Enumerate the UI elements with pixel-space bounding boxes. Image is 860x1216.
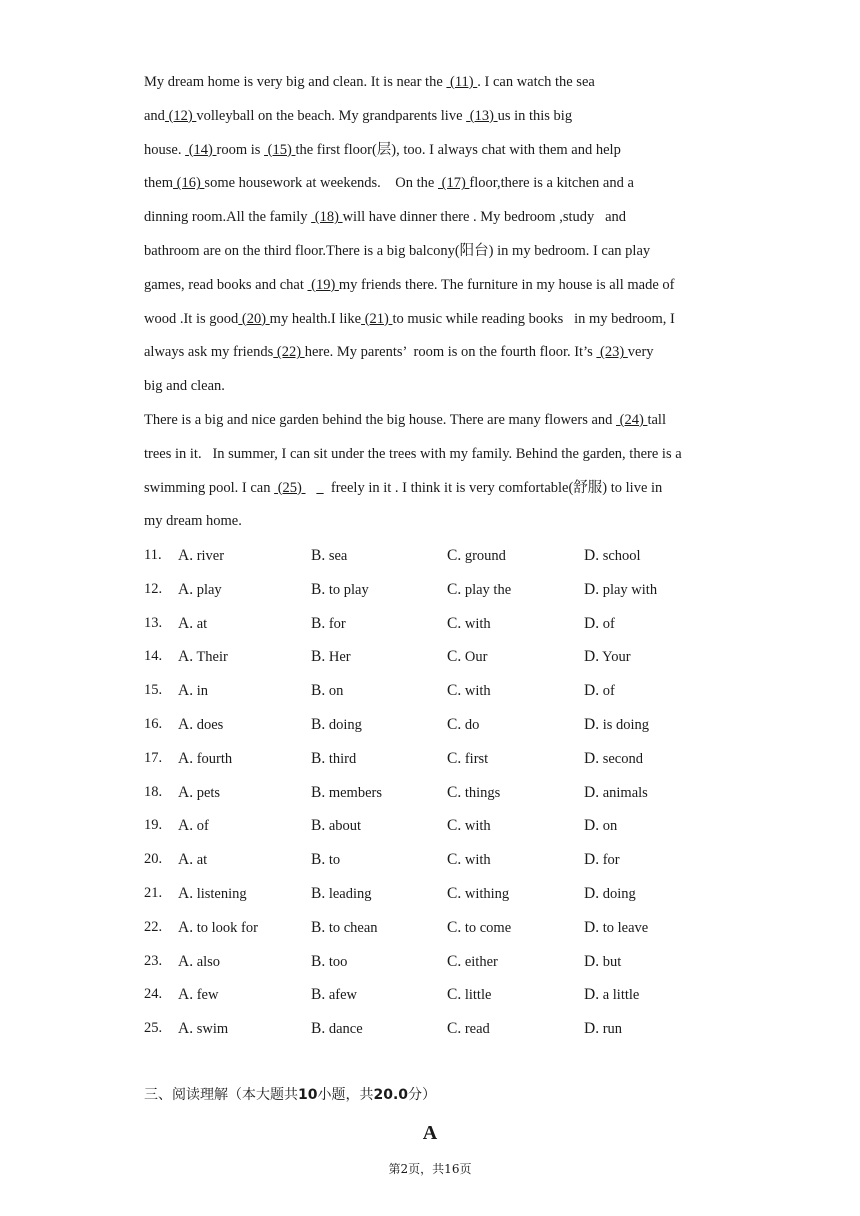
option-text: doing (602, 885, 636, 902)
option-text: pets (196, 784, 221, 801)
answer-option[interactable] (311, 776, 382, 811)
option-text: to leave (602, 919, 649, 936)
answer-option[interactable] (311, 640, 351, 675)
option-letter: A. (178, 547, 194, 564)
option-letter: C. (447, 851, 462, 869)
option-letter: C. (447, 682, 462, 700)
option-letter: B. (311, 682, 326, 700)
option-text: doing (328, 716, 362, 733)
answer-option[interactable] (311, 911, 378, 946)
option-text: run (602, 1021, 623, 1038)
option-text: a little (602, 987, 640, 1004)
answer-option[interactable] (447, 776, 500, 811)
answer-option[interactable] (311, 708, 362, 743)
answer-option[interactable] (447, 1012, 490, 1047)
option-letter: D. (584, 614, 600, 632)
question-row (144, 1012, 744, 1046)
question-row (144, 911, 744, 945)
passage-line (144, 201, 724, 235)
answer-option[interactable] (584, 708, 649, 743)
passage-text: bathroom are on the third floor.There is a big balcony(阳台) in my bedroom. I can play (144, 242, 651, 259)
blank (316, 480, 323, 496)
option-letter: B. (311, 715, 326, 733)
option-letter: B. (311, 817, 326, 835)
answer-option[interactable] (178, 978, 218, 1013)
passage-text: us in this big (497, 107, 573, 124)
cloze-passage (144, 66, 724, 539)
option-text: Your (602, 649, 631, 666)
option-text: leading (328, 885, 372, 902)
passage-text: my dream home. (144, 513, 242, 530)
answer-option[interactable] (311, 978, 357, 1013)
option-text: with (464, 852, 491, 869)
passage-text: and (144, 107, 165, 124)
option-letter: B. (311, 884, 326, 902)
option-letter: D. (584, 648, 600, 666)
answer-option[interactable] (178, 776, 220, 811)
passage-text: some housework at weekends. On the (204, 175, 438, 192)
option-text: of (602, 615, 615, 632)
part-letter: A (422, 1122, 438, 1144)
option-letter: B. (311, 952, 326, 970)
option-text: ground (464, 548, 506, 564)
option-text: on (328, 683, 344, 700)
passage-text: big and clean. (144, 378, 225, 395)
answer-option[interactable] (311, 843, 340, 878)
question-number: 14. (144, 648, 163, 665)
option-text: about (328, 818, 362, 835)
option-letter: A. (178, 986, 194, 1004)
answer-option[interactable] (178, 945, 220, 980)
option-text: swim (196, 1021, 229, 1038)
passage-line (144, 438, 724, 472)
option-letter: B. (311, 918, 326, 936)
blank: (25) (274, 479, 306, 496)
passage-text: dinning room.All the family (144, 209, 312, 226)
blank: (14) (185, 141, 217, 158)
passage-line (144, 336, 724, 370)
option-letter: B. (311, 547, 326, 564)
answer-option[interactable] (584, 539, 641, 574)
option-text: with (464, 818, 491, 835)
option-letter: C. (447, 715, 462, 733)
question-number: 15. (144, 682, 163, 699)
option-letter: D. (584, 986, 600, 1004)
option-text: third (328, 750, 357, 767)
option-text: at (196, 615, 208, 632)
section-suffix: 分） (408, 1087, 437, 1103)
option-letter: D. (584, 580, 600, 598)
answer-option[interactable] (447, 607, 491, 642)
question-number: 24. (144, 986, 163, 1003)
answer-option[interactable] (178, 607, 207, 642)
option-text: of (196, 818, 209, 835)
answer-option[interactable] (584, 607, 615, 642)
answer-option[interactable] (311, 809, 361, 844)
option-text: for (602, 852, 620, 869)
answer-option[interactable] (178, 742, 232, 777)
blank: (15) (264, 141, 296, 158)
passage-text (306, 480, 317, 496)
answer-option[interactable] (447, 843, 491, 878)
option-letter: A. (178, 918, 194, 936)
answer-option[interactable] (311, 674, 343, 709)
question-row (144, 573, 744, 607)
answer-option[interactable] (447, 945, 498, 980)
option-letter: C. (447, 648, 462, 666)
option-text: also (196, 953, 221, 970)
option-text: fourth (196, 750, 233, 767)
passage-text: volleyball on the beach. My grandparents live (196, 107, 467, 124)
option-letter: B. (311, 580, 326, 598)
answer-option[interactable] (311, 945, 347, 980)
blank: (11) (446, 74, 478, 90)
option-letter: D. (584, 547, 600, 564)
answer-option[interactable] (447, 877, 509, 912)
answer-option[interactable] (447, 539, 506, 574)
passage-text: to music while reading books in my bedroom, I (392, 310, 675, 327)
option-text: too (328, 953, 348, 970)
passage-text: freely in it . I think it is very comfortable(舒服) to live in (323, 479, 663, 496)
option-text: either (464, 953, 498, 970)
option-text: read (464, 1021, 490, 1038)
option-text: play (196, 581, 222, 598)
option-letter: A. (178, 884, 194, 902)
question-row (144, 978, 744, 1012)
section-count: 10 (298, 1087, 318, 1103)
option-text: to (328, 852, 341, 869)
option-text: sea (328, 548, 348, 564)
answer-option[interactable] (178, 1012, 228, 1047)
option-letter: C. (447, 580, 462, 598)
passage-line (144, 167, 724, 201)
passage-line (144, 269, 724, 303)
answer-option[interactable] (447, 573, 511, 608)
answer-option[interactable] (584, 945, 621, 980)
option-text: on (602, 818, 618, 835)
option-letter: D. (584, 1020, 600, 1038)
question-row (144, 742, 744, 776)
option-letter: A. (178, 749, 194, 767)
option-letter: A. (178, 715, 194, 733)
option-text: little (464, 987, 492, 1004)
passage-text: wood .It is good (144, 310, 239, 327)
option-text: to chean (328, 919, 378, 936)
option-text: to come (464, 919, 512, 936)
option-letter: A. (178, 783, 194, 801)
passage-text: my friends there. The furniture in my house is all made of (338, 276, 675, 293)
option-letter: C. (447, 884, 462, 902)
option-letter: B. (311, 648, 326, 666)
option-letter: A. (178, 580, 194, 598)
passage-line (144, 66, 724, 100)
option-letter: C. (447, 547, 462, 564)
option-text: do (464, 716, 480, 733)
option-text: with (464, 683, 491, 700)
question-number: 25. (144, 1020, 163, 1037)
option-text: to play (328, 581, 369, 598)
answer-option[interactable] (178, 573, 222, 608)
question-number: 17. (144, 749, 163, 766)
question-number: 13. (144, 614, 163, 631)
question-number: 12. (144, 580, 163, 597)
passage-text: will have dinner there . My bedroom ,study and (342, 209, 627, 226)
question-row (144, 776, 744, 810)
answer-option[interactable] (178, 843, 207, 878)
option-letter: A. (178, 851, 194, 869)
option-letter: B. (311, 749, 326, 767)
option-text: school (602, 548, 641, 564)
passage-text: very (627, 344, 654, 361)
answer-option[interactable] (178, 539, 224, 574)
passage-line (144, 134, 724, 168)
answer-option[interactable] (584, 877, 636, 912)
answer-option[interactable] (584, 911, 648, 946)
answer-option[interactable] (447, 640, 487, 675)
option-text: in (196, 683, 208, 700)
option-text: but (602, 953, 622, 970)
question-number: 18. (144, 783, 163, 800)
option-letter: D. (584, 918, 600, 936)
question-number: 20. (144, 851, 163, 868)
answer-option[interactable] (584, 843, 620, 878)
option-letter: C. (447, 952, 462, 970)
answer-option[interactable] (311, 877, 372, 912)
passage-text: trees in it. In summer, I can sit under the trees with my family. Behind the garden, there is a (144, 445, 682, 462)
option-text: Their (196, 649, 228, 666)
answer-option[interactable] (178, 674, 208, 709)
option-letter: B. (311, 1020, 326, 1038)
question-number: 11. (144, 547, 162, 563)
passage-text: house. (144, 141, 186, 158)
passage-text: floor,there is a kitchen and a (469, 175, 634, 192)
option-letter: D. (584, 715, 600, 733)
question-row (144, 843, 744, 877)
option-text: few (196, 987, 219, 1004)
answer-option[interactable] (447, 674, 491, 709)
option-letter: C. (447, 817, 462, 835)
option-letter: A. (178, 648, 194, 666)
option-letter: C. (447, 918, 462, 936)
answer-option[interactable] (447, 911, 511, 946)
answer-option[interactable] (584, 978, 639, 1013)
passage-text: . I can watch the sea (477, 74, 595, 90)
option-text: Her (328, 649, 351, 666)
answer-option[interactable] (584, 776, 648, 811)
blank: (16) (173, 175, 205, 192)
passage-line (144, 370, 724, 404)
option-letter: B. (311, 783, 326, 801)
option-letter: B. (311, 986, 326, 1004)
option-text: river (196, 548, 225, 564)
option-letter: A. (178, 1020, 194, 1038)
question-number: 21. (144, 884, 163, 901)
passage-line (144, 472, 724, 506)
option-letter: C. (447, 1020, 462, 1038)
passage-text: room is (216, 141, 265, 158)
option-text: with (464, 615, 491, 632)
answer-option[interactable] (178, 640, 228, 675)
passage-text: the first floor(层), too. I always chat with them and help (295, 141, 621, 158)
blank: (21) (361, 310, 393, 327)
answer-option[interactable] (178, 911, 258, 946)
option-text: dance (328, 1021, 363, 1038)
answer-option[interactable] (311, 607, 346, 642)
option-letter: B. (311, 851, 326, 869)
question-row (144, 945, 744, 979)
passage-text: There is a big and nice garden behind the big house. There are many flowers and (144, 411, 617, 428)
option-text: members (328, 784, 382, 801)
passage-text: my health.I like (269, 310, 362, 327)
option-letter: D. (584, 952, 600, 970)
option-text: at (196, 852, 208, 869)
question-number: 19. (144, 817, 163, 834)
question-row (144, 539, 744, 573)
option-letter: A. (178, 614, 194, 632)
option-text: of (602, 683, 615, 700)
question-number: 16. (144, 715, 163, 732)
answer-option[interactable] (178, 877, 247, 912)
answer-option[interactable] (447, 742, 488, 777)
question-row (144, 877, 744, 911)
option-text: second (602, 750, 643, 767)
section-score: 20.0 (373, 1087, 409, 1103)
answer-option[interactable] (447, 708, 479, 743)
option-letter: D. (584, 682, 600, 700)
answer-option[interactable] (447, 809, 491, 844)
answer-option[interactable] (178, 708, 223, 743)
blank: (18) (311, 209, 343, 226)
option-letter: D. (584, 749, 600, 767)
blank: (22) (273, 344, 305, 361)
answer-option[interactable] (178, 809, 209, 844)
option-text: does (196, 716, 224, 733)
question-list (144, 539, 744, 1046)
option-text: withing (464, 885, 510, 902)
option-text: things (464, 784, 501, 801)
answer-option[interactable] (311, 573, 369, 608)
option-text: for (328, 615, 346, 632)
answer-option[interactable] (584, 640, 631, 675)
answer-option[interactable] (584, 1012, 622, 1047)
answer-option[interactable] (311, 539, 347, 574)
option-letter: C. (447, 749, 462, 767)
passage-text: tall (647, 411, 666, 428)
passage-line (144, 100, 724, 134)
passage-text: games, read books and chat (144, 276, 308, 293)
passage-line (144, 303, 724, 337)
answer-option[interactable] (584, 674, 615, 709)
option-text: Our (464, 649, 488, 666)
answer-option[interactable] (584, 573, 657, 608)
passage-line (144, 404, 724, 438)
passage-line (144, 235, 724, 269)
blank: (24) (616, 411, 648, 428)
option-text: play with (602, 581, 658, 598)
question-row (144, 809, 744, 843)
option-text: afew (328, 987, 358, 1004)
blank: (23) (596, 344, 628, 361)
section-heading (144, 1084, 436, 1104)
question-number: 22. (144, 918, 163, 935)
answer-option[interactable] (311, 1012, 363, 1047)
blank: (12) (164, 107, 197, 124)
passage-text: My dream home is very big and clean. It is near the (144, 74, 447, 90)
option-letter: D. (584, 817, 600, 835)
option-letter: B. (311, 614, 326, 632)
passage-line (144, 505, 724, 539)
option-text: to look for (196, 919, 258, 936)
option-letter: C. (447, 783, 462, 801)
answer-option[interactable] (447, 978, 491, 1013)
blank: (20) (238, 310, 270, 327)
question-row (144, 640, 744, 674)
option-text: animals (602, 784, 648, 801)
option-letter: D. (584, 884, 600, 902)
option-letter: D. (584, 851, 600, 869)
option-letter: A. (178, 682, 194, 700)
answer-option[interactable] (584, 742, 643, 777)
section-prefix: 三、阅读理解（本大题共 (144, 1087, 298, 1103)
option-letter: A. (178, 952, 194, 970)
option-text: play the (464, 581, 512, 598)
option-text: is doing (602, 716, 650, 733)
page-footer: 第2页，共16页 (388, 1162, 472, 1176)
option-text: first (464, 750, 489, 767)
blank: (19) (307, 276, 339, 293)
option-letter: C. (447, 614, 462, 632)
answer-option[interactable] (584, 809, 617, 844)
question-row (144, 708, 744, 742)
question-row (144, 674, 744, 708)
option-letter: C. (447, 986, 462, 1004)
option-text: listening (196, 885, 247, 902)
passage-text: here. My parents’ room is on the fourth floor. It’s (304, 344, 597, 361)
question-row (144, 607, 744, 641)
option-letter: D. (584, 783, 600, 801)
passage-text: always ask my friends (144, 344, 274, 361)
blank: (13) (466, 107, 498, 124)
question-number: 23. (144, 952, 163, 969)
section-middle: 小题，共 (317, 1087, 374, 1103)
option-letter: A. (178, 817, 194, 835)
passage-text: them (144, 175, 173, 192)
blank: (17) (437, 175, 470, 192)
answer-option[interactable] (311, 742, 356, 777)
passage-text: swimming pool. I can (144, 479, 275, 496)
